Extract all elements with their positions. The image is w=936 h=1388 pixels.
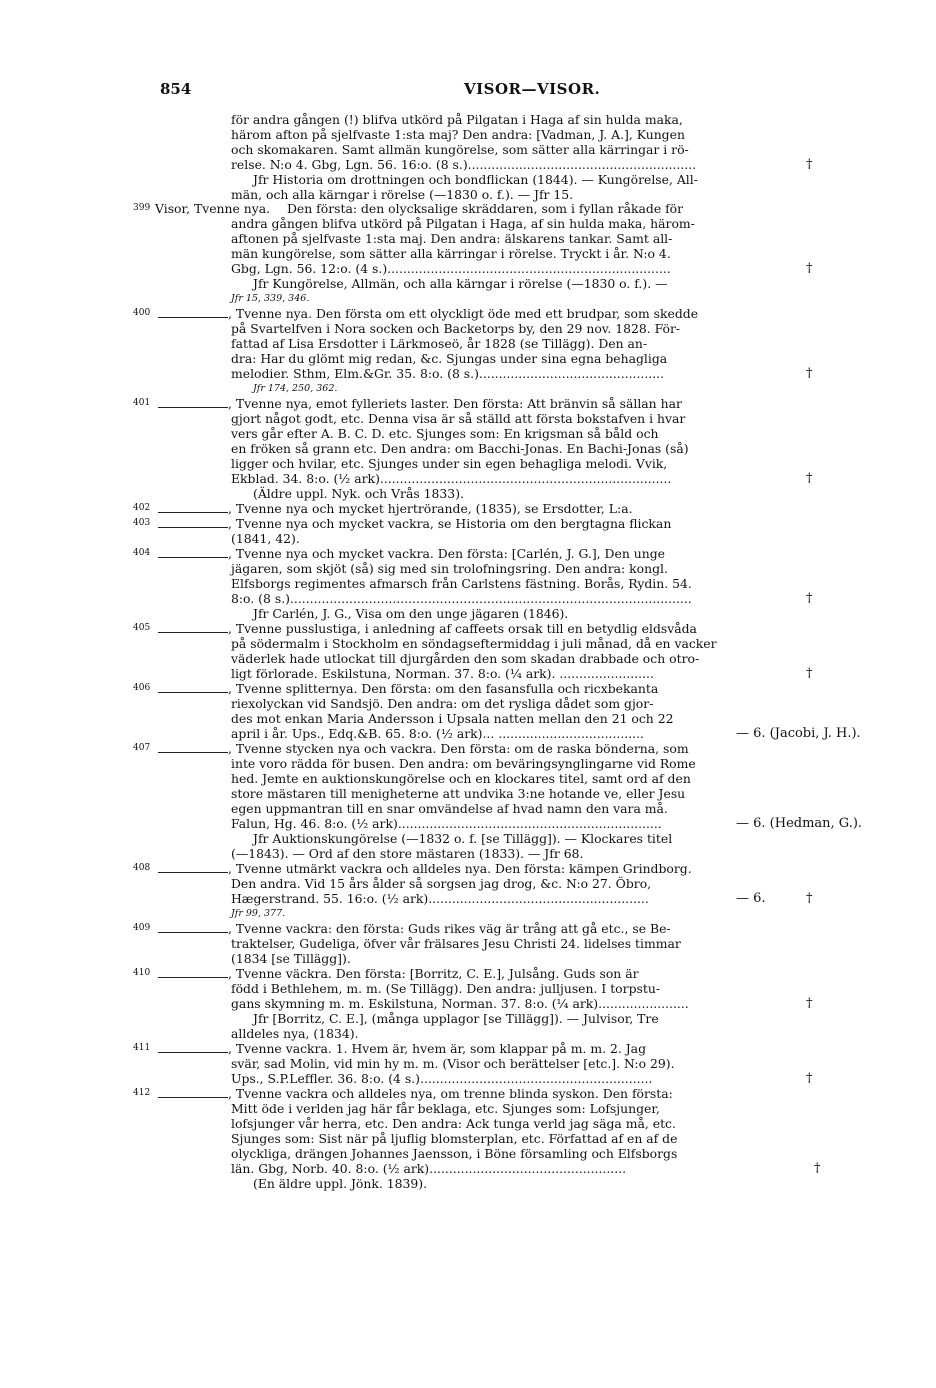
entry-line: , Tvenne vackra och alldeles nya, om trenne blinda syskon. Den första: (228, 1086, 673, 1101)
entry-number: 403 (133, 518, 151, 528)
entry-number: 410 (133, 968, 151, 978)
entry-line: , Tvenne nya och mycket vackra. Den första: [Carlén, J. G.], Den unge (228, 546, 665, 561)
entry-line: och skomakaren. Samt allmän kungörelse, som sätter alla kärringar i rö- (231, 142, 689, 157)
extant-mark: † (806, 261, 813, 276)
extant-mark: † (806, 996, 813, 1011)
entry-line: Jfr [Borritz, C. E.], (många upplagor [se Tillägg]). — Julvisor, Tre (253, 1011, 659, 1026)
ditto-dash (158, 1052, 228, 1053)
ditto-dash (158, 977, 228, 978)
entry-line: Ups., S.P.Leffler. 36. 8:o. (4 s.)........................................................... (231, 1071, 653, 1086)
ditto-dash (158, 512, 228, 513)
entry-line: (Äldre uppl. Nyk. och Vrås 1833). (253, 486, 464, 501)
entry-line: hed. Jemte en auktionskungörelse och en klockares titel, samt ord af den (231, 771, 691, 786)
entry-number: 407 (133, 743, 151, 753)
entry-number: 400 (133, 308, 151, 318)
entry-line: traktelser, Gudeliga, öfver vår frälsares Jesu Christi 24. lidelses timmar (231, 936, 681, 951)
ditto-dash (158, 692, 228, 693)
entry-line: jägaren, som skjöt (så) sig med sin trolofningsring. Den andra: kongl. (231, 561, 668, 576)
cross-reference: Jfr 174, 250, 362. (253, 383, 338, 394)
extant-mark: † (806, 666, 813, 681)
entry-line: män kungörelse, som sätter alla kärringar i rörelse. Tryckt i år. N:o 4. (231, 246, 671, 261)
entry-line: store mästaren till menigheterne att undvika 3:ne hotande ve, eller Jesu (231, 786, 686, 801)
entry-line: ligt förlorade. Eskilstuna, Norman. 37. 8:o. (¼ ark). ........................ (231, 666, 654, 681)
entry-line: (1841, 42). (231, 531, 300, 546)
ditto-dash (158, 557, 228, 558)
entry-number: 404 (133, 548, 151, 558)
entry-line: aftonen på sjelfvaste 1:sta maj. Den andra: älskarens tankar. Samt all- (231, 231, 673, 246)
entry-line: 8:o. (8 s.)...................................................................................................... (231, 591, 692, 606)
ditto-dash (158, 872, 228, 873)
entry-line: Jfr Kungörelse, Allmän, och alla kärngar i rörelse (—1830 o. f.). — (253, 276, 668, 291)
entry-line: Den andra. Vid 15 års ålder så sorgsen jag drog, &c. N:o 27. Öbro, (231, 876, 652, 891)
entry-line: alldeles nya, (1834). (231, 1026, 359, 1041)
entry-line: inte voro rädda för busen. Den andra: om beväringsynglingarne vid Rome (231, 756, 696, 771)
extant-mark: † (806, 157, 813, 172)
entry-line: des mot enkan Maria Andersson i Upsala natten mellan den 21 och 22 (231, 711, 674, 726)
entry-line: vers går efter A. B. C. D. etc. Sjunges som: En krigsman så båld och (231, 426, 659, 441)
entry-number: 408 (133, 863, 151, 873)
entry-line: fattad af Lisa Ersdotter i Lärkmoseö, år 1828 (se Tillägg). Den an- (231, 336, 648, 351)
entry-line: , Tvenne nya. Den första om ett olyckligt öde med ett brudpar, som skedde (228, 306, 699, 321)
entry-line: riexolyckan vid Sandsjö. Den andra: om det rysliga dådet som gjor- (231, 696, 654, 711)
ditto-dash (158, 1097, 228, 1098)
entry-line: olyckliga, drängen Johannes Jaensson, i Böne församling och Elfsborgs (231, 1146, 678, 1161)
entry-line: Jfr Historia om drottningen och bondflickan (1844). — Kungörelse, All- (253, 172, 698, 187)
entry-line: Ekblad. 34. 8:o. (½ ark).......................................................................... (231, 471, 672, 486)
entry-line: väderlek hade utlockat till djurgården den som skadan drabbade och otro- (231, 651, 700, 666)
entry-number: 412 (133, 1088, 151, 1098)
entry-title: Visor, Tvenne nya. (155, 201, 271, 216)
entry-line: gjort något godt, etc. Denna visa är så ställd att första bokstafven i hvar (231, 411, 686, 426)
page-header: VISOR—VISOR. (464, 80, 601, 98)
entry-line: , Tvenne nya och mycket vackra, se Historia om den bergtagna flickan (228, 516, 672, 531)
entry-number: 401 (133, 398, 151, 408)
ditto-dash (158, 407, 228, 408)
entry-line: , Tvenne pusslustiga, i anledning af caffeets orsak till en betydlig eldsvåda (228, 621, 697, 636)
ditto-dash (158, 752, 228, 753)
page-number: 854 (160, 80, 192, 98)
copies-note: — 6. (736, 891, 766, 906)
entry-line: , Tvenne nya, emot fylleriets laster. Den första: Att bränvin så sällan har (228, 396, 682, 411)
entry-line: svär, sad Molin, vid min hy m. m. (Visor och berättelser [etc.]. N:o 29). (231, 1056, 675, 1071)
entry-line: , Tvenne stycken nya och vackra. Den första: om de raska bönderna, som (228, 741, 689, 756)
extant-mark: † (806, 366, 813, 381)
entry-line: dra: Har du glömt mig redan, &c. Sjungas under sina egna behagliga (231, 351, 668, 366)
entry-line: , Tvenne nya och mycket hjertrörande, (1835), se Ersdotter, L:a. (228, 501, 633, 516)
entry-line: Sjunges som: Sist när på ljuflig blomsterplan, etc. Författad af en af de (231, 1131, 678, 1146)
ditto-dash (158, 932, 228, 933)
entry-line: en fröken så grann etc. Den andra: om Bacchi-Jonas. En Bachi-Jonas (så) (231, 441, 689, 456)
entry-line: på södermalm i Stockholm en söndagseftermiddag i juli månad, då en vacker (231, 636, 717, 651)
entry-line: april i år. Ups., Edq.&B. 65. 8:o. (½ ark)... ..................................... (231, 726, 644, 741)
entry-line: län. Gbg, Norb. 40. 8:o. (½ ark).................................................. (231, 1161, 627, 1176)
entry-line: (En äldre uppl. Jönk. 1839). (253, 1176, 428, 1191)
cross-reference: Jfr 15, 339, 346. (231, 293, 310, 304)
entry-line: lofsjunger vår herra, etc. Den andra: Ack tunga verld jag säga må, etc. (231, 1116, 676, 1131)
extant-mark: † (806, 891, 813, 906)
entry-line: Den första: den olycksalige skräddaren, som i fyllan råkade för (287, 201, 684, 216)
entry-number: 409 (133, 923, 151, 933)
entry-number: 399 (133, 203, 151, 213)
entry-line: härom afton på sjelfvaste 1:sta maj? Den andra: [Vadman, J. A.], Kungen (231, 127, 685, 142)
entry-line: ligger och hvilar, etc. Sjunges under sin egen behagliga melodi. Vvik, (231, 456, 668, 471)
entry-line: , Tvenne vackra. 1. Hvem är, hvem är, som klappar på m. m. 2. Jag (228, 1041, 647, 1056)
entry-number: 406 (133, 683, 151, 693)
entry-number: 405 (133, 623, 151, 633)
entry-number: 411 (133, 1043, 151, 1053)
extant-mark: † (806, 591, 813, 606)
entry-line: på Svartelfven i Nora socken och Backetorps by, den 29 nov. 1828. För- (231, 321, 681, 336)
entry-line: (—1843). — Ord af den store mästaren (1833). — Jfr 68. (231, 846, 584, 861)
entry-line: Hægerstrand. 55. 16:o. (½ ark)........................................................ (231, 891, 649, 906)
entry-line: för andra gången (!) blifva utkörd på Pilgatan i Haga af sin hulda maka, (231, 112, 683, 127)
entry-line: relse. N:o 4. Gbg, Lgn. 56. 16:o. (8 s.).......................................................... (231, 157, 697, 172)
copies-note: — 6. (Hedman, G.). (736, 816, 863, 831)
entry-line: Elfsborgs regimentes afmarsch från Carlstens fästning. Borås, Rydin. 54. (231, 576, 692, 591)
ditto-dash (158, 632, 228, 633)
entry-line: egen uppmantran till en snar omvändelse af hvad namn den vara må. (231, 801, 668, 816)
cross-reference: Jfr 99, 377. (231, 908, 286, 919)
entry-line: andra gången blifva utkörd på Pilgatan i Haga, af sin hulda maka, härom- (231, 216, 695, 231)
entry-line: Falun, Hg. 46. 8:o. (½ ark)................................................................... (231, 816, 662, 831)
copies-note: — 6. (Jacobi, J. H.). (736, 726, 861, 741)
entry-line: Gbg, Lgn. 56. 12:o. (4 s.)........................................................................ (231, 261, 671, 276)
entry-line: , Tvenne vackra: den första: Guds rikes väg är trång att gå etc., se Be- (228, 921, 671, 936)
entry-line: melodier. Sthm, Elm.&Gr. 35. 8:o. (8 s.)............................................... (231, 366, 665, 381)
entry-line: , Tvenne splitternya. Den första: om den fasansfulla och ricxbekanta (228, 681, 659, 696)
entry-line: (1834 [se Tillägg]). (231, 951, 351, 966)
entry-line: män, och alla kärngar i rörelse (—1830 o. f.). — Jfr 15. (231, 187, 574, 202)
extant-mark: † (806, 1071, 813, 1086)
entry-line: , Tvenne utmärkt vackra och alldeles nya. Den första: kämpen Grindborg. (228, 861, 692, 876)
entry-number: 402 (133, 503, 151, 513)
entry-line: född i Bethlehem, m. m. (Se Tillägg). Den andra: julljusen. I torpstu- (231, 981, 661, 996)
ditto-dash (158, 317, 228, 318)
entry-line: gans skymning m. m. Eskilstuna, Norman. 37. 8:o. (¼ ark)....................... (231, 996, 689, 1011)
entry-line: Jfr Carlén, J. G., Visa om den unge jägaren (1846). (253, 606, 569, 621)
entry-line: , Tvenne väckra. Den första: [Borritz, C. E.], Julsång. Guds son är (228, 966, 639, 981)
entry-line: Mitt öde i verlden jag här får beklaga, etc. Sjunges som: Lofsjunger, (231, 1101, 660, 1116)
extant-mark: † (814, 1161, 821, 1176)
entry-line: Jfr Auktionskungörelse (—1832 o. f. [se Tillägg]). — Klockares titel (253, 831, 673, 846)
extant-mark: † (806, 471, 813, 486)
ditto-dash (158, 527, 228, 528)
